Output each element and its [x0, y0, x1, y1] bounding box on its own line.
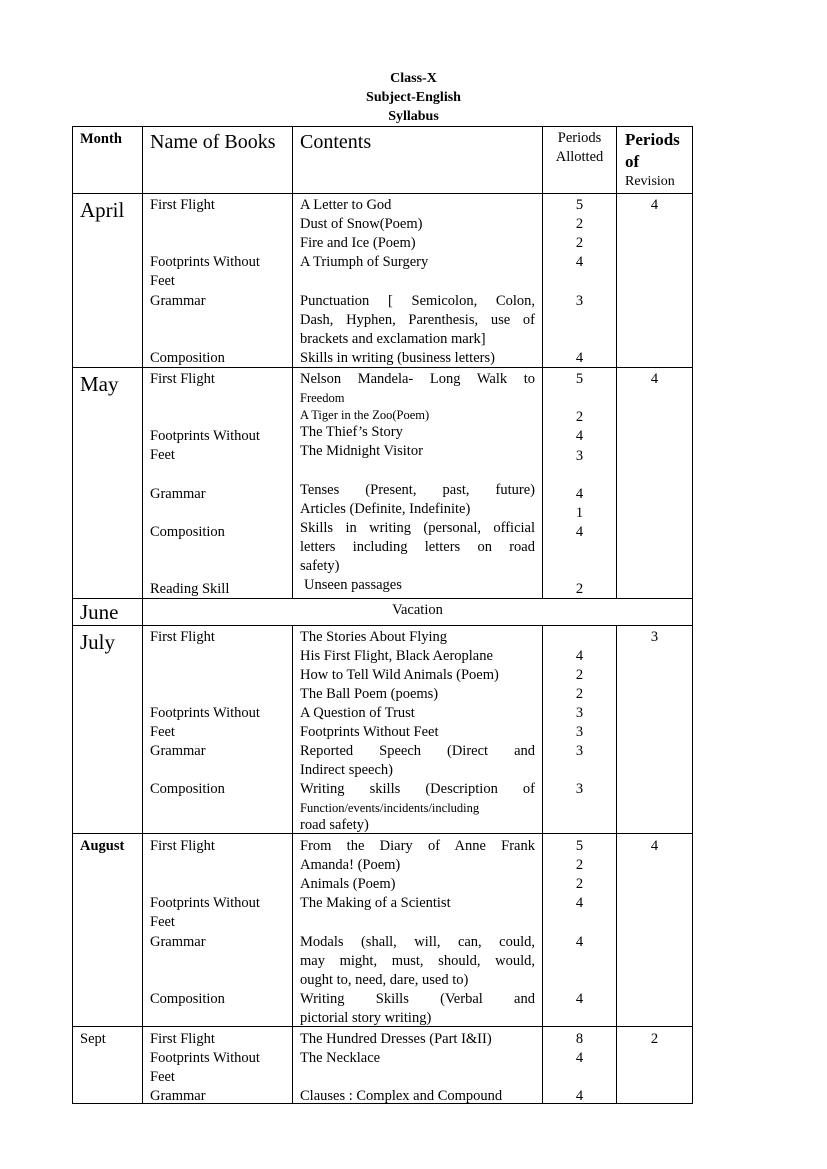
content-item: Unseen passages	[304, 577, 402, 593]
books-cell	[143, 194, 293, 368]
content-item: Modals (shall, will, can, could,	[300, 934, 535, 950]
revision-value: 4	[650, 838, 659, 854]
header-periods-allotted: Periods Allotted	[543, 127, 617, 194]
content-item: The Stories About Flying	[300, 629, 448, 645]
period-value: 4	[575, 524, 584, 540]
header-contents: Contents	[293, 127, 543, 194]
month-august: August	[73, 834, 143, 1027]
period-value: 4	[575, 934, 584, 950]
period-value: 4	[575, 991, 584, 1007]
revision-cell	[617, 194, 693, 368]
book-name: Grammar	[150, 934, 206, 950]
revision-cell	[617, 626, 693, 834]
period-value: 8	[575, 1031, 584, 1047]
content-item: Reported Speech (Direct and	[300, 743, 535, 759]
books-cell	[143, 626, 293, 834]
table-header-row	[73, 127, 693, 194]
book-name: Composition	[150, 781, 225, 797]
book-name: Footprints Without	[150, 1050, 260, 1066]
content-item: Fire and Ice (Poem)	[300, 235, 416, 251]
contents-cell	[293, 194, 543, 368]
table-row	[73, 368, 693, 599]
table-row	[73, 599, 693, 626]
content-item: The Making of a Scientist	[300, 895, 451, 911]
content-item: How to Tell Wild Animals (Poem)	[300, 667, 499, 683]
period-value: 3	[575, 293, 584, 309]
period-value: 5	[575, 838, 584, 854]
book-name: Grammar	[150, 743, 206, 759]
book-name: Footprints Without	[150, 428, 260, 444]
contents-cell	[293, 626, 543, 834]
content-item: Freedom	[300, 391, 345, 405]
period-value: 1	[575, 505, 584, 521]
period-value: 4	[575, 895, 584, 911]
contents-cell	[293, 1027, 543, 1104]
period-value: 5	[575, 197, 584, 213]
book-name: Feet	[150, 724, 175, 740]
book-name: Grammar	[150, 486, 206, 502]
table-row	[73, 1027, 693, 1104]
period-value: 2	[575, 409, 584, 425]
book-name: Feet	[150, 447, 175, 463]
content-item: The Thief’s Story	[300, 424, 403, 440]
syllabus-table	[72, 126, 693, 1104]
revision-cell	[617, 1027, 693, 1104]
period-value: 2	[575, 235, 584, 251]
period-value: 2	[575, 876, 584, 892]
period-value: 3	[575, 743, 584, 759]
revision-cell	[617, 834, 693, 1027]
book-name: First Flight	[150, 1031, 215, 1047]
content-item: safety)	[300, 558, 340, 574]
content-item: Function/events/incidents/including	[300, 801, 480, 815]
period-value: 4	[575, 486, 584, 502]
content-item: Articles (Definite, Indefinite)	[300, 501, 471, 517]
content-item: Skills in writing (personal, official	[300, 520, 535, 536]
content-item: Punctuation [ Semicolon, Colon,	[300, 293, 535, 309]
book-name: Feet	[150, 914, 175, 930]
month-june: June	[73, 599, 143, 626]
period-value: 4	[575, 1050, 584, 1066]
period-value: 3	[575, 448, 584, 464]
book-name: Footprints Without	[150, 254, 260, 270]
month-sept: Sept	[73, 1027, 143, 1104]
book-name: Reading Skill	[150, 581, 230, 597]
header-periods-of: Periods of	[625, 130, 680, 171]
period-value: 2	[575, 581, 584, 597]
content-item: The Midnight Visitor	[300, 443, 423, 459]
period-value: 4	[575, 254, 584, 270]
book-name: First Flight	[150, 197, 215, 213]
content-item: road safety)	[300, 817, 369, 833]
period-value: 2	[575, 857, 584, 873]
content-item: Skills in writing (business letters)	[300, 350, 495, 366]
content-item: Clauses : Complex and Compound	[300, 1088, 503, 1104]
doc-title-subject: Subject-English	[366, 90, 461, 105]
doc-title-class: Class-X	[390, 71, 437, 86]
content-item: From the Diary of Anne Frank	[300, 838, 535, 854]
contents-cell	[293, 834, 543, 1027]
content-item: His First Flight, Black Aeroplane	[300, 648, 493, 664]
book-name: Footprints Without	[150, 895, 260, 911]
period-value: 3	[575, 781, 584, 797]
content-item: A Triumph of Surgery	[300, 254, 429, 270]
content-item: Animals (Poem)	[300, 876, 396, 892]
table-row	[73, 626, 693, 834]
content-item: The Hundred Dresses (Part I&II)	[300, 1031, 492, 1047]
book-name: Composition	[150, 350, 225, 366]
book-name: Feet	[150, 1069, 175, 1085]
content-item: brackets and exclamation mark]	[300, 331, 486, 347]
content-item: letters including letters on road	[300, 539, 535, 555]
book-name: First Flight	[150, 838, 215, 854]
content-item: A Letter to God	[300, 197, 392, 213]
doc-title-syllabus: Syllabus	[388, 109, 439, 124]
content-item: Dust of Snow(Poem)	[300, 216, 423, 232]
period-value: 3	[575, 724, 584, 740]
period-value: 4	[575, 428, 584, 444]
book-name: Composition	[150, 991, 225, 1007]
period-value: 2	[575, 667, 584, 683]
header-revision: Revision	[625, 174, 675, 189]
content-item: Nelson Mandela- Long Walk to	[300, 371, 535, 387]
content-item: Writing skills (Description of	[300, 781, 535, 797]
month-july: July	[73, 626, 143, 834]
periods-cell	[543, 1027, 617, 1104]
period-value: 2	[575, 216, 584, 232]
book-name: Grammar	[150, 293, 206, 309]
period-value: 4	[575, 1088, 584, 1104]
book-name: Footprints Without	[150, 705, 260, 721]
header-books: Name of Books	[143, 127, 293, 194]
month-april: April	[73, 194, 143, 368]
content-item: may might, must, should, would,	[300, 953, 535, 969]
periods-cell	[543, 368, 617, 599]
content-item: Dash, Hyphen, Parenthesis, use of	[300, 312, 535, 328]
periods-cell	[543, 626, 617, 834]
book-name: First Flight	[150, 629, 215, 645]
content-item: The Necklace	[300, 1050, 381, 1066]
book-name: Feet	[150, 273, 175, 289]
header-periods-revision	[617, 127, 693, 194]
content-item: Tenses (Present, past, future)	[300, 482, 535, 498]
books-cell	[143, 1027, 293, 1104]
revision-value: 3	[650, 629, 659, 645]
revision-value: 4	[650, 197, 659, 213]
books-cell	[143, 368, 293, 599]
book-name: Grammar	[150, 1088, 206, 1104]
content-item: Footprints Without Feet	[300, 724, 439, 740]
revision-cell	[617, 368, 693, 599]
month-may: May	[73, 368, 143, 599]
content-item: Amanda! (Poem)	[300, 857, 401, 873]
content-item: Writing Skills (Verbal and	[300, 991, 535, 1007]
table-row	[73, 834, 693, 1027]
content-item: The Ball Poem (poems)	[300, 686, 439, 702]
period-value: 5	[575, 371, 584, 387]
content-item: Indirect speech)	[300, 762, 393, 778]
revision-value: 4	[650, 371, 659, 387]
header-month: Month	[73, 127, 143, 194]
revision-value: 2	[650, 1031, 659, 1047]
contents-cell	[293, 368, 543, 599]
periods-cell	[543, 194, 617, 368]
content-item: A Tiger in the Zoo(Poem)	[300, 408, 430, 422]
period-value: 4	[575, 648, 584, 664]
books-cell	[143, 834, 293, 1027]
periods-cell	[543, 834, 617, 1027]
vacation-cell: Vacation	[143, 599, 693, 626]
book-name: First Flight	[150, 371, 215, 387]
period-value: 3	[575, 705, 584, 721]
content-item: ought to, need, dare, used to)	[300, 972, 469, 988]
period-value: 2	[575, 686, 584, 702]
table-row	[73, 194, 693, 368]
period-value: 4	[575, 350, 584, 366]
book-name: Composition	[150, 524, 225, 540]
content-item: pictorial story writing)	[300, 1010, 432, 1026]
content-item: A Question of Trust	[300, 705, 415, 721]
